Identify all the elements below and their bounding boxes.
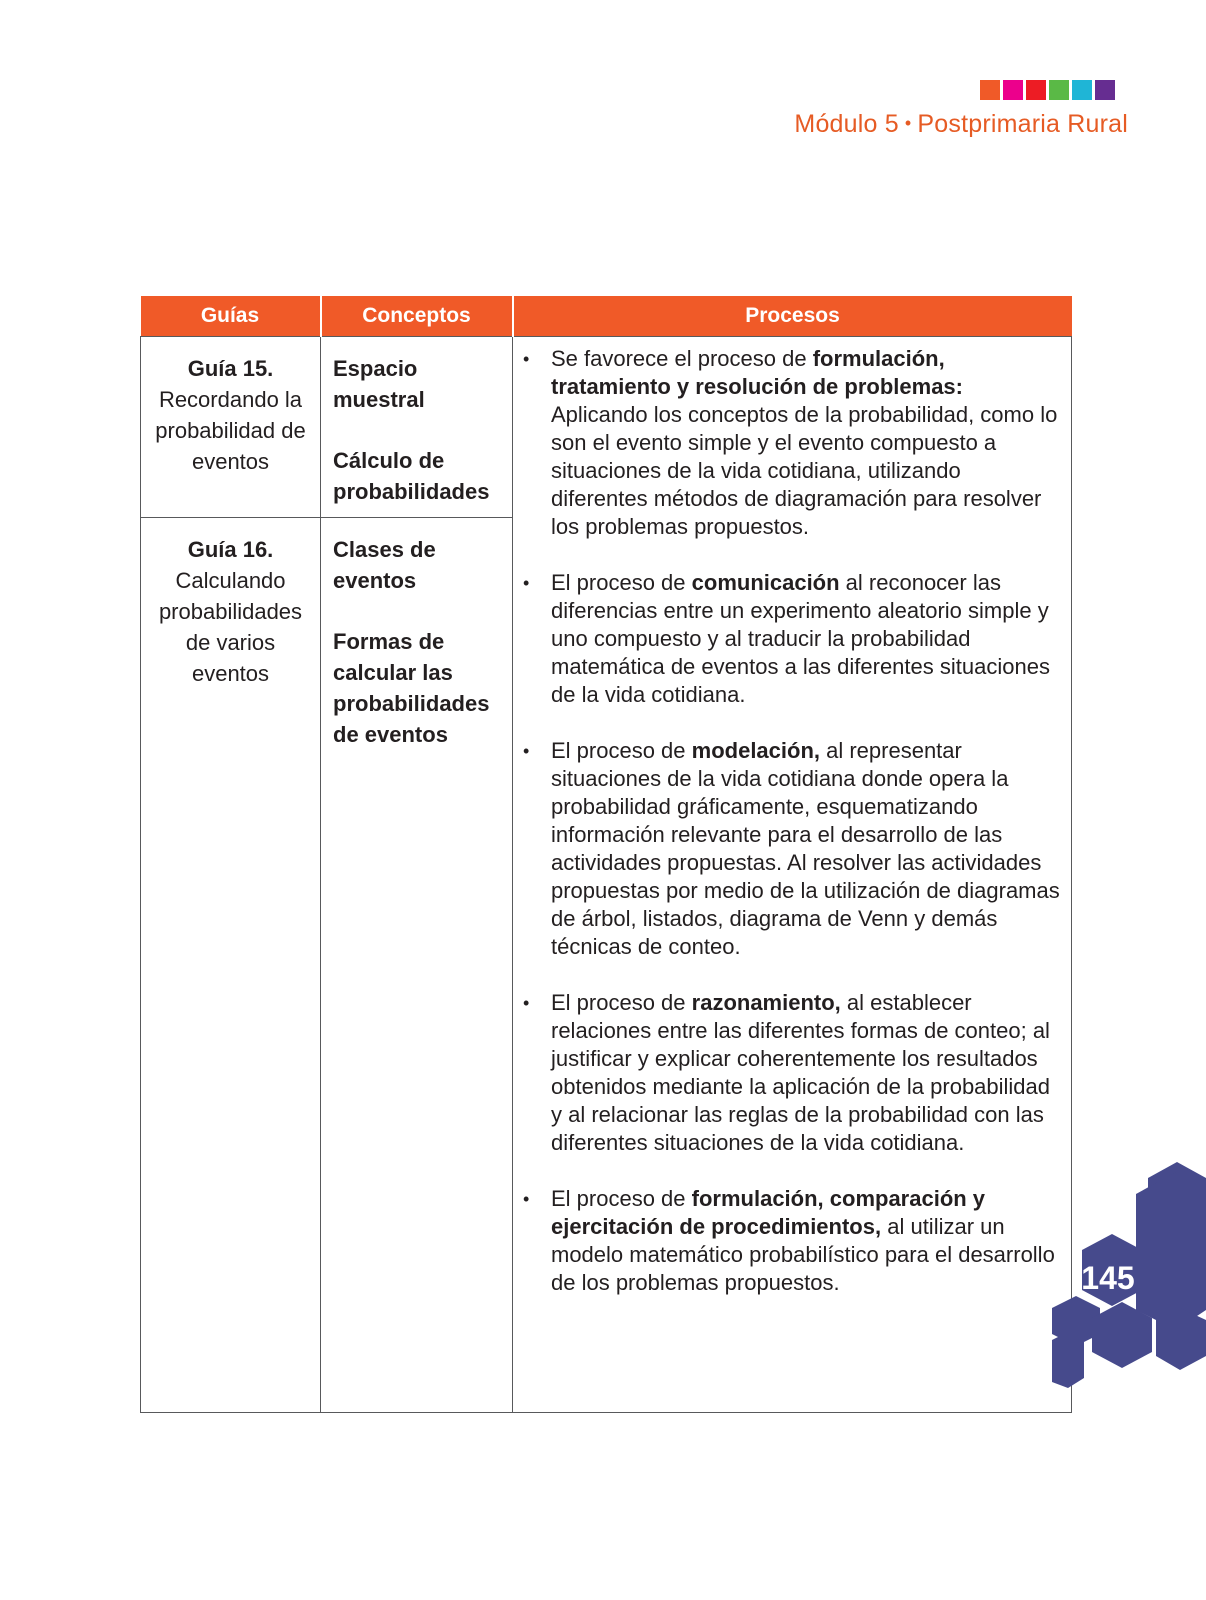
guia-line: Recordando la bbox=[158, 387, 303, 412]
guia-line: Calculando bbox=[175, 568, 286, 593]
program-label: Postprimaria Rural bbox=[917, 110, 1128, 138]
procesos-cell bbox=[513, 337, 1072, 1413]
guia-line: probabilidad de bbox=[155, 418, 306, 443]
proceso-keyword: comunicación bbox=[691, 570, 840, 595]
guia-cell bbox=[141, 337, 321, 518]
proceso-keyword: formulación, comparación y ejercitación de procedimientos, bbox=[551, 1186, 986, 1239]
module-label: Módulo 5 bbox=[794, 110, 899, 138]
concept-item: Cálculo de probabilidades bbox=[333, 448, 490, 504]
header-conceptos: Conceptos bbox=[321, 296, 513, 337]
guia-line: probabilidades bbox=[158, 599, 303, 624]
proceso-text: El proceso de bbox=[551, 990, 692, 1015]
proceso-item bbox=[523, 345, 1061, 541]
hexagon-shape bbox=[1052, 1332, 1084, 1388]
module-header bbox=[794, 110, 1128, 139]
color-swatch bbox=[1095, 80, 1115, 100]
proceso-keyword: formulación, tratamiento y resolución de problemas: bbox=[551, 346, 963, 399]
concepts-cell bbox=[321, 337, 513, 518]
concept-item: Formas de calcular las probabilidades de eventos bbox=[333, 629, 490, 747]
curriculum-table bbox=[140, 296, 1072, 1413]
concept-item: Clases de eventos bbox=[333, 537, 436, 593]
proceso-text: El proceso de bbox=[551, 1186, 692, 1211]
guia-line: de varios bbox=[185, 630, 276, 655]
procesos-list bbox=[523, 345, 1061, 1297]
proceso-text: al representar situaciones de la vida cotidiana donde opera la probabilidad gráficamente, esquematizando información relevante para el desarrollo de las actividades propuestas. Al resolver las actividades propuestas por medio de la utilización de diagramas de árbol, listados, diagrama de Venn y demás técnicas de conteo. bbox=[551, 738, 1060, 959]
header-separator: • bbox=[904, 113, 912, 133]
page-number: 145 bbox=[1081, 1260, 1135, 1296]
header-procesos: Procesos bbox=[513, 296, 1072, 337]
proceso-item bbox=[523, 1185, 1061, 1297]
hexagon-shape bbox=[1136, 1172, 1206, 1330]
hexagon-shape bbox=[1156, 1308, 1206, 1370]
color-swatch bbox=[1026, 80, 1046, 100]
guia-title: Guía 15. bbox=[187, 356, 274, 381]
color-swatches bbox=[980, 80, 1115, 100]
header-guias: Guías bbox=[141, 296, 321, 337]
guia-cell bbox=[141, 518, 321, 1413]
color-swatch bbox=[1003, 80, 1023, 100]
proceso-text: Aplicando los conceptos de la probabilidad, como lo son el evento simple y el evento compuesto a situaciones de la vida cotidiana, utilizando diferentes métodos de diagramación para resolver los problemas propuestos. bbox=[551, 402, 1058, 539]
color-swatch bbox=[980, 80, 1000, 100]
concept-item: Espacio muestral bbox=[333, 356, 425, 412]
proceso-item bbox=[523, 737, 1061, 961]
table-header-row bbox=[141, 296, 1072, 337]
proceso-item bbox=[523, 569, 1061, 709]
table-row bbox=[141, 337, 1072, 518]
proceso-text: El proceso de bbox=[551, 738, 692, 763]
proceso-text: El proceso de bbox=[551, 570, 692, 595]
proceso-text: Se favorece el proceso de bbox=[551, 346, 813, 371]
proceso-keyword: razonamiento, bbox=[691, 990, 841, 1015]
concepts-cell bbox=[321, 518, 513, 1413]
color-swatch bbox=[1072, 80, 1092, 100]
proceso-item bbox=[523, 989, 1061, 1157]
guia-line: eventos bbox=[191, 661, 270, 686]
proceso-keyword: modelación, bbox=[691, 738, 820, 763]
proceso-text: al reconocer las diferencias entre un experimento aleatorio simple y uno compuesto y al traducir la probabilidad matemática de eventos a las diferentes situaciones de la vida cotidiana. bbox=[551, 570, 1050, 707]
color-swatch bbox=[1049, 80, 1069, 100]
proceso-text: al utilizar un modelo matemático probabilístico para el desarrollo de los problemas propuestos. bbox=[551, 1214, 1055, 1295]
proceso-text: al establecer relaciones entre las diferentes formas de conteo; al justificar y explicar coherentemente los resultados obtenidos mediante la aplicación de la probabilidad y al relacionar las reglas de la probabilidad con las diferentes situaciones de la vida cotidiana. bbox=[551, 990, 1051, 1155]
guia-line: eventos bbox=[191, 449, 270, 474]
guia-title: Guía 16. bbox=[187, 537, 274, 562]
